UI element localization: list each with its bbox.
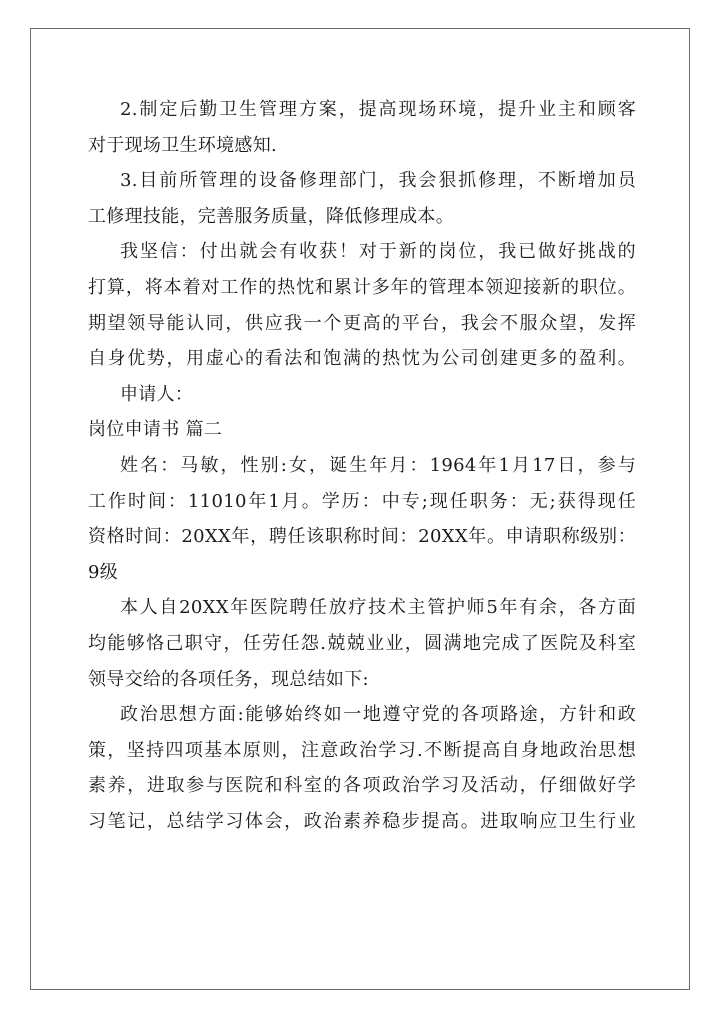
- paragraph-line: 策，坚持四项基本原则，注意政治学习.不断提高自身地政治思想: [88, 739, 636, 761]
- paragraph-line: 9级: [88, 561, 119, 583]
- section-title: 岗位申请书 篇二: [88, 419, 223, 441]
- document-body: [88, 92, 636, 839]
- paragraph-line: 本人自20XX年医院聘任放疗技术主管护师5年有余，各方面: [120, 597, 636, 619]
- paragraph-line: 资格时间：20XX年，聘任该职称时间：20XX年。申请职称级别：: [88, 526, 636, 548]
- paragraph-line: 均能够恪己职守，任劳任怨.兢兢业业，圆满地完成了医院及科室: [88, 632, 636, 654]
- paragraph-line: 3.目前所管理的设备修理部门，我会狠抓修理，不断增加员: [120, 170, 636, 192]
- paragraph-line: 自身优势，用虚心的看法和饱满的热忱为公司创建更多的盈利。: [88, 348, 636, 370]
- paragraph-line: 素养，进取参与医院和科室的各项政治学习及活动，仔细做好学: [88, 775, 636, 797]
- paragraph-line: 习笔记，总结学习体会，政治素养稳步提高。进取响应卫生行业: [88, 810, 636, 832]
- paragraph-line: 姓名：马敏，性别:女，诞生年月：1964年1月17日，参与: [120, 454, 636, 476]
- paragraph-line: 对于现场卫生环境感知.: [88, 134, 278, 156]
- paragraph-line: 政治思想方面:能够始终如一地遵守党的各项路途，方针和政: [120, 704, 636, 726]
- paragraph-line: 2.制定后勤卫生管理方案，提高现场环境，提升业主和顾客: [120, 99, 636, 120]
- paragraph-line: 我坚信：付出就会有收获！对于新的岗位，我已做好挑战的: [120, 241, 636, 263]
- applicant-label: 申请人：: [120, 383, 194, 405]
- paragraph-line: 工作时间：11010年1月。学历：中专;现任职务：无;获得现任: [88, 490, 636, 512]
- paragraph-line: 领导交给的各项任务，现总结如下:: [88, 668, 369, 690]
- paragraph-line: 期望领导能认同，供应我一个更高的平台，我会不服众望，发挥: [88, 312, 636, 334]
- paragraph-line: 工修理技能，完善服务质量，降低修理成本。: [88, 205, 454, 227]
- paragraph-line: 打算，将本着对工作的热忱和累计多年的管理本领迎接新的职位。: [88, 276, 636, 298]
